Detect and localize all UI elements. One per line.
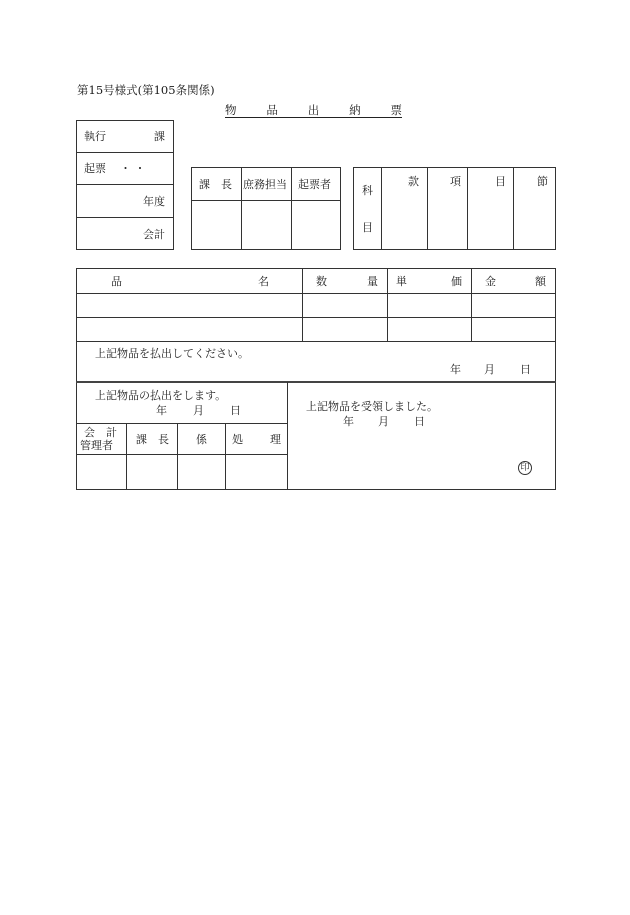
divider <box>76 454 287 455</box>
divider <box>225 423 226 490</box>
col-header-name: 名 <box>258 275 269 288</box>
account-label-bottom: 目 <box>362 221 373 234</box>
divider <box>76 217 174 218</box>
table-col-line <box>302 268 303 341</box>
request-day-label: 日 <box>520 363 531 376</box>
table-col-line <box>471 268 472 341</box>
col-header-quantity-2: 量 <box>367 275 378 288</box>
accounting-label: 会計 <box>143 228 165 241</box>
divider <box>126 423 127 490</box>
divider <box>291 167 292 250</box>
col-header-quantity-1: 数 <box>316 275 327 288</box>
divider <box>76 184 174 185</box>
processing-label-2: 理 <box>270 433 281 446</box>
accounting-label: 会 計 <box>84 426 117 439</box>
account-label-top: 科 <box>362 184 373 197</box>
section-label: 課 <box>154 130 165 143</box>
section-chief-label: 課 長 <box>199 178 232 191</box>
receipt-year-label: 年 <box>343 415 354 428</box>
title-char: 出 <box>307 103 320 117</box>
receipt-month-label: 月 <box>378 415 389 428</box>
col-header-unit-price-1: 単 <box>396 275 407 288</box>
payout-month-label: 月 <box>193 404 204 417</box>
title-char: 納 <box>349 103 361 117</box>
processing-label-1: 処 <box>232 433 243 446</box>
issuer-label: 起票者 <box>298 178 331 191</box>
receipt-day-label: 日 <box>414 415 425 428</box>
divider <box>177 423 178 490</box>
divider <box>381 167 382 250</box>
issue-date-label: 起票 <box>84 162 106 175</box>
budget-setsu-label: 節 <box>537 175 548 188</box>
general-affairs-label: 庶務担当 <box>243 178 287 191</box>
date-dots: ・ ・ <box>120 162 146 175</box>
divider <box>467 167 468 250</box>
divider <box>513 167 514 250</box>
request-month-label: 月 <box>484 363 495 376</box>
col-header-amount-2: 額 <box>535 275 546 288</box>
payout-request-text: 上記物品を払出してください。 <box>95 347 249 360</box>
col-header-unit-price-2: 価 <box>451 275 462 288</box>
table-row-line <box>76 293 556 294</box>
divider <box>76 423 287 424</box>
form-number-label: 第15号様式(第105条関係) <box>77 83 215 97</box>
receipt-text: 上記物品を受領しました。 <box>306 400 438 413</box>
execute-label: 執行 <box>84 130 106 143</box>
table-row-line <box>76 341 556 342</box>
col-header-amount-1: 金 <box>485 275 496 288</box>
payout-text: 上記物品の払出をします。 <box>95 389 227 402</box>
budget-kan-label: 款 <box>408 175 419 188</box>
table-row-line <box>76 317 556 318</box>
request-year-label: 年 <box>450 363 461 376</box>
divider <box>241 167 242 250</box>
section-separator <box>76 381 556 383</box>
seal-mark: 印 <box>518 461 532 475</box>
clerk-label: 係 <box>196 433 207 446</box>
table-col-line <box>387 268 388 341</box>
divider <box>76 152 174 153</box>
manager-label: 管理者 <box>80 439 113 452</box>
col-header-item: 品 <box>111 275 122 288</box>
title-char: 品 <box>266 103 278 117</box>
divider <box>191 200 341 201</box>
payout-day-label: 日 <box>230 404 241 417</box>
title-char: 票 <box>390 103 402 117</box>
section-chief-label: 課 長 <box>136 433 169 446</box>
divider <box>287 382 288 490</box>
items-table <box>76 268 556 490</box>
payout-year-label: 年 <box>156 404 167 417</box>
budget-moku-label: 目 <box>495 175 506 188</box>
title-char: 物 <box>225 103 237 117</box>
budget-kou-label: 項 <box>450 175 461 188</box>
divider <box>427 167 428 250</box>
form-title <box>225 103 402 118</box>
fiscal-year-label: 年度 <box>143 195 165 208</box>
